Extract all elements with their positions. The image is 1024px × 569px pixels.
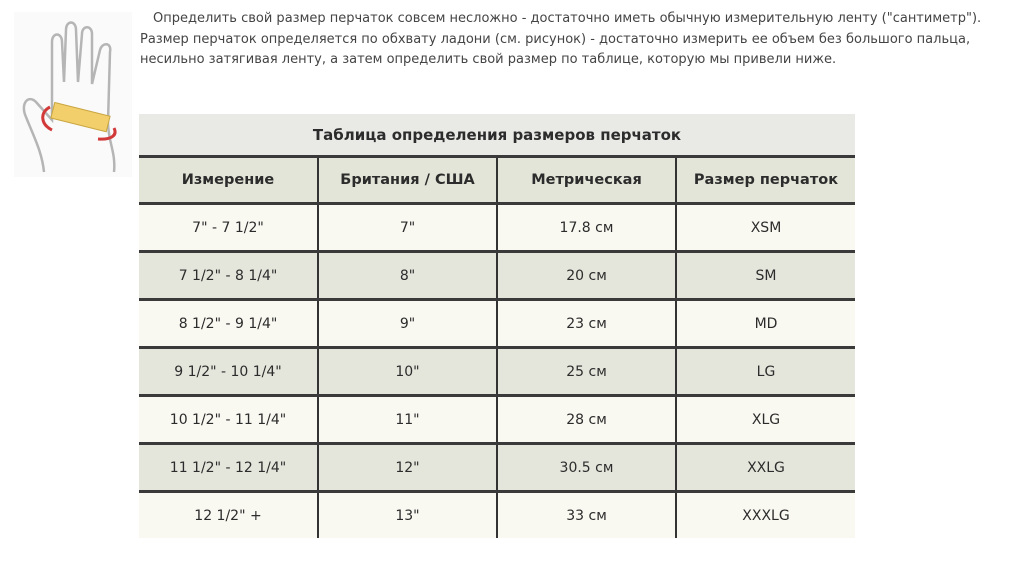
cell-measurement: 7 1/2" - 8 1/4" xyxy=(139,252,318,300)
cell-metric: 28 см xyxy=(497,396,676,444)
cell-measurement: 11 1/2" - 12 1/4" xyxy=(139,444,318,492)
cell-glove-size: XXLG xyxy=(676,444,855,492)
cell-uk-us: 9" xyxy=(318,300,497,348)
table-row xyxy=(139,204,855,252)
table-row xyxy=(139,252,855,300)
cell-uk-us: 13" xyxy=(318,492,497,539)
cell-uk-us: 7" xyxy=(318,204,497,252)
intro-paragraph: Определить свой размер перчаток совсем несложно - достаточно иметь обычную измерительную ленту ("сантиметр"). Размер перчаток определяется по обхвату ладони (см. рисунок) - достаточно измерить ее объем без большого пальца, несильно затягивая ленту, а затем определить свой размер по таблице, которую мы привели ниже. xyxy=(140,11,982,67)
cell-measurement: 12 1/2" + xyxy=(139,492,318,539)
cell-uk-us: 10" xyxy=(318,348,497,396)
table-row xyxy=(139,492,855,539)
cell-metric: 20 см xyxy=(497,252,676,300)
header-glove-size: Размер перчаток xyxy=(676,158,855,204)
table-row xyxy=(139,396,855,444)
cell-metric: 17.8 см xyxy=(497,204,676,252)
table-row xyxy=(139,348,855,396)
cell-uk-us: 12" xyxy=(318,444,497,492)
hand-measuring-tape-icon xyxy=(14,12,132,177)
header-measurement: Измерение xyxy=(139,158,318,204)
cell-glove-size: XXXLG xyxy=(676,492,855,539)
cell-glove-size: LG xyxy=(676,348,855,396)
cell-metric: 23 см xyxy=(497,300,676,348)
table-row xyxy=(139,300,855,348)
cell-uk-us: 8" xyxy=(318,252,497,300)
table-row xyxy=(139,444,855,492)
cell-measurement: 7" - 7 1/2" xyxy=(139,204,318,252)
glove-size-table xyxy=(139,114,855,538)
cell-metric: 33 см xyxy=(497,492,676,539)
cell-glove-size: XLG xyxy=(676,396,855,444)
cell-uk-us: 11" xyxy=(318,396,497,444)
cell-metric: 30.5 см xyxy=(497,444,676,492)
table-title: Таблица определения размеров перчаток xyxy=(139,114,855,158)
cell-glove-size: XSM xyxy=(676,204,855,252)
header-metric: Метрическая xyxy=(497,158,676,204)
cell-measurement: 8 1/2" - 9 1/4" xyxy=(139,300,318,348)
table-header-row xyxy=(139,158,855,204)
cell-glove-size: MD xyxy=(676,300,855,348)
header-uk-us: Британия / США xyxy=(318,158,497,204)
cell-glove-size: SM xyxy=(676,252,855,300)
cell-measurement: 9 1/2" - 10 1/4" xyxy=(139,348,318,396)
cell-measurement: 10 1/2" - 11 1/4" xyxy=(139,396,318,444)
cell-metric: 25 см xyxy=(497,348,676,396)
